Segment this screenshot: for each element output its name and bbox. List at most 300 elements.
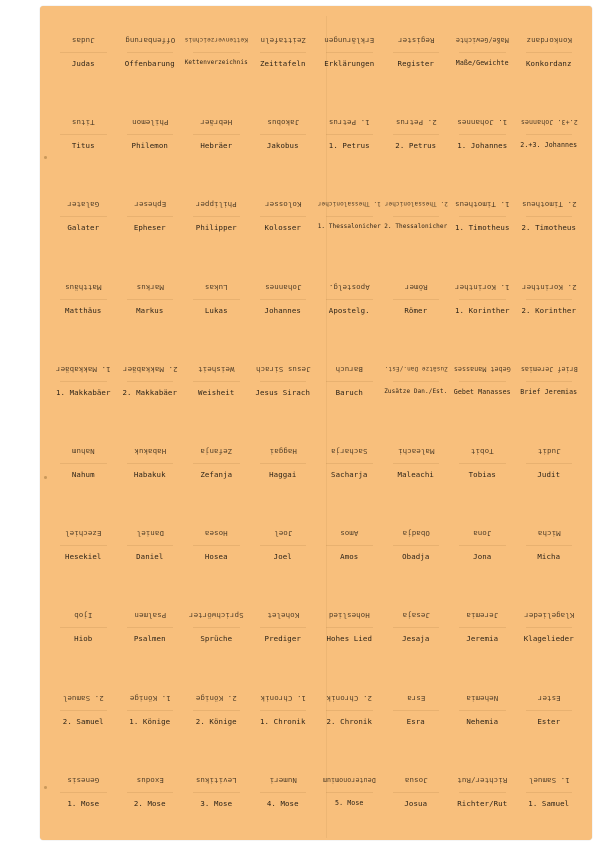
book-tab (183, 674, 250, 756)
book-tab (516, 180, 583, 262)
book-tab (383, 427, 450, 509)
book-tab-label-inverted: 1. Petrus (328, 118, 370, 128)
book-tab (316, 591, 383, 673)
book-tab-label: 3. Mose (200, 798, 233, 808)
fold-line (459, 792, 506, 793)
book-tab-label-inverted: 2. Makkabäer (122, 364, 178, 374)
book-tab (250, 16, 317, 98)
book-tab-label-inverted: Philemon (131, 118, 168, 128)
fold-line (459, 134, 506, 135)
book-tab-label-inverted: Jesus Sirach (255, 364, 311, 374)
book-tab-label: Kettenverzeichnis (184, 59, 248, 66)
book-tab (516, 263, 583, 345)
book-tab-label: Esra (406, 716, 425, 726)
book-tab-label-inverted: 2. Thessalonicher (384, 200, 448, 208)
book-tab-label-inverted: Jeremia (466, 611, 499, 621)
fold-line (326, 710, 373, 711)
book-tab (449, 509, 516, 591)
punch-dot (44, 476, 47, 479)
fold-line (193, 792, 240, 793)
book-tab (516, 509, 583, 591)
book-tab-label-inverted: 2. Korinther (521, 282, 577, 292)
book-tab-label-inverted: Epheser (133, 200, 166, 210)
book-tab (449, 16, 516, 98)
book-tab-label-inverted: Genesis (67, 775, 100, 785)
book-tab-label-inverted: Weisheit (198, 364, 235, 374)
book-tab-label-inverted: 2. Chronik (326, 693, 372, 703)
book-tab-label: Micha (537, 552, 561, 562)
label-row (50, 263, 582, 345)
book-tab-label: Offenbarung (124, 59, 175, 68)
book-tab-label: 1. Timotheus (454, 223, 510, 233)
fold-line (127, 299, 174, 300)
book-tab-label: Josua (404, 798, 428, 808)
fold-line (393, 627, 440, 628)
book-tab-label-inverted: 2.+3. Johannes (520, 118, 578, 127)
book-tab (516, 16, 583, 98)
book-tab (183, 756, 250, 838)
book-tab (183, 263, 250, 345)
fold-line (260, 792, 307, 793)
fold-line (393, 463, 440, 464)
book-tab (117, 98, 184, 180)
book-tab (516, 427, 583, 509)
fold-line (459, 545, 506, 546)
book-tab-label: Ester (537, 716, 561, 726)
book-tab-label: 2. Thessalonicher (384, 223, 448, 231)
fold-line (326, 463, 373, 464)
fold-line (526, 545, 573, 546)
book-tab-label-inverted: Hoheslied (328, 611, 370, 621)
book-tab-label-inverted: Psalmen (133, 611, 166, 621)
book-tab-label-inverted: Ijob (74, 611, 93, 621)
fold-line (127, 216, 174, 217)
book-tab-label-inverted: Ezechiel (65, 529, 102, 539)
book-tab (449, 180, 516, 262)
book-tab-label: Nahum (71, 470, 95, 479)
fold-line (459, 299, 506, 300)
book-tab-label-inverted: 1. Korinther (454, 282, 510, 292)
book-tab (250, 756, 317, 838)
book-tab-label: Sprüche (200, 634, 233, 644)
book-tab-label-inverted: Hosea (204, 529, 228, 539)
book-tab-label-inverted: Kohelet (266, 611, 299, 621)
book-tab-label: 1. Chronik (260, 716, 306, 726)
book-tab-label-inverted: 2. Samuel (62, 693, 104, 703)
book-tab-label: Galater (67, 223, 100, 233)
book-tab-label-inverted: 1. Chronik (260, 693, 306, 703)
book-tab (383, 756, 450, 838)
label-row (50, 756, 582, 838)
label-row (50, 345, 582, 427)
fold-line (60, 545, 107, 546)
book-tab (50, 756, 117, 838)
book-tab-label-inverted: Richter/Rut (457, 775, 508, 785)
book-tab-label-inverted: 2. Timotheus (521, 200, 577, 210)
book-tab-label-inverted: Hebräer (200, 118, 233, 128)
book-tab (316, 98, 383, 180)
book-tab-label: 1. Samuel (528, 798, 570, 808)
book-tab-label: 2. Korinther (521, 305, 577, 315)
fold-line (459, 463, 506, 464)
fold-line (60, 134, 107, 135)
book-tab-label-inverted: Jona (473, 529, 492, 539)
fold-line (459, 710, 506, 711)
book-tab (183, 345, 250, 427)
book-tab-label: Jeremia (466, 634, 499, 644)
book-tab-label: Philemon (131, 141, 168, 151)
book-tab-label-inverted: Zeittafeln (260, 36, 306, 45)
book-tab-label-inverted: Maleachi (397, 447, 434, 456)
fold-line (193, 216, 240, 217)
book-tab-label: Richter/Rut (457, 798, 508, 808)
fold-line (459, 381, 506, 382)
book-tab-label: Titus (71, 141, 95, 151)
book-tab-label-inverted: 2. Könige (195, 693, 237, 703)
book-tab-label-inverted: 2. Petrus (395, 118, 437, 128)
book-tab-label-inverted: Philipper (195, 200, 237, 210)
book-tab-label: Johannes (264, 305, 301, 315)
fold-line (526, 381, 573, 382)
book-tab-label-inverted: Numeri (269, 775, 297, 785)
fold-line (260, 216, 307, 217)
fold-line (60, 627, 107, 628)
fold-line (459, 627, 506, 628)
book-tab-label: Judit (537, 470, 561, 479)
book-tab-label: Klagelieder (523, 634, 574, 644)
book-tab-label-inverted: Jakobus (266, 118, 299, 128)
book-tab (183, 427, 250, 509)
book-tab (183, 509, 250, 591)
label-row (50, 427, 582, 509)
fold-line (127, 463, 174, 464)
book-tab-label: Jakobus (266, 141, 299, 151)
book-tab-label: Zusätze Dan./Est. (384, 387, 448, 395)
book-tab-label: Maße/Gewichte (455, 59, 509, 67)
fold-line (326, 299, 373, 300)
book-tab (250, 509, 317, 591)
book-tab-label-inverted: Micha (537, 529, 561, 539)
label-row (50, 98, 582, 180)
book-tab-label-inverted: 1. Samuel (528, 775, 570, 785)
book-tab-label: Hosea (204, 552, 228, 562)
fold-line (326, 545, 373, 546)
fold-line (60, 710, 107, 711)
book-tab (449, 591, 516, 673)
book-tab-label-inverted: Galater (67, 200, 100, 210)
book-tab-label: 5. Mose (335, 798, 364, 807)
book-tab-label: Konkordanz (526, 59, 572, 68)
book-tab-label-inverted: 1. Johannes (457, 118, 508, 128)
book-tab (183, 98, 250, 180)
book-tab (383, 509, 450, 591)
book-tab-label: 1. Thessalonicher (317, 223, 381, 231)
fold-line (526, 52, 573, 53)
book-tab (316, 263, 383, 345)
fold-line (526, 627, 573, 628)
book-tab-label: Philipper (195, 223, 237, 233)
book-tab-label-inverted: Erklärungen (324, 36, 375, 45)
fold-line (326, 134, 373, 135)
book-tab-label-inverted: Zefanja (200, 447, 233, 456)
book-tab-label: Prediger (264, 634, 301, 644)
book-tab-label: 2. Makkabäer (122, 387, 178, 397)
book-tab (449, 427, 516, 509)
book-tab-label: 1. Korinther (454, 305, 510, 315)
book-tab (117, 263, 184, 345)
book-tab (316, 674, 383, 756)
fold-line (526, 134, 573, 135)
fold-line (60, 299, 107, 300)
fold-line (60, 381, 107, 382)
book-tab (449, 674, 516, 756)
book-tab-label: 2. Mose (133, 798, 166, 808)
book-tab-label-inverted: Nehemia (466, 693, 499, 703)
book-tab-label-inverted: 1. Könige (129, 693, 171, 703)
book-tab-label: 4. Mose (266, 798, 299, 808)
book-tab (117, 756, 184, 838)
book-tab-label: Weisheit (198, 387, 235, 397)
book-tab-label: Judas (71, 59, 95, 68)
book-tab-label: 1. Könige (129, 716, 171, 726)
book-tab (316, 345, 383, 427)
book-tab-label-inverted: Brief Jeremias (520, 364, 578, 373)
book-tab-label-inverted: Maße/Gewichte (455, 36, 509, 44)
book-tab (250, 98, 317, 180)
book-tab-label: 2. Petrus (395, 141, 437, 151)
book-tab (50, 674, 117, 756)
book-tab-label: Psalmen (133, 634, 166, 644)
book-tab (316, 16, 383, 98)
fold-line (193, 134, 240, 135)
fold-line (127, 134, 174, 135)
book-tab-label-inverted: 1. Timotheus (454, 200, 510, 210)
book-tab-label-inverted: Jesaja (402, 611, 430, 621)
book-tab-label: Zeittafeln (260, 59, 306, 68)
book-tab (250, 345, 317, 427)
book-tab (516, 591, 583, 673)
book-tab (183, 591, 250, 673)
book-tab (117, 509, 184, 591)
fold-line (526, 463, 573, 464)
fold-line (393, 710, 440, 711)
book-tab-label: Hiob (74, 634, 93, 644)
book-tab-label: Gebet Manasses (453, 387, 511, 396)
book-tab-label-inverted: Amos (340, 529, 359, 539)
book-tab-label: Joel (273, 552, 292, 562)
book-tab (449, 263, 516, 345)
book-tab-label: Jesaja (402, 634, 430, 644)
book-tab (449, 98, 516, 180)
fold-line (393, 792, 440, 793)
fold-line (260, 52, 307, 53)
fold-line (326, 52, 373, 53)
fold-line (193, 463, 240, 464)
book-tab-label: Obadja (402, 552, 430, 562)
book-tab-label: 2. Könige (195, 716, 237, 726)
book-tab (250, 427, 317, 509)
fold-line (459, 216, 506, 217)
book-tab-label: Habakuk (133, 470, 166, 479)
book-tab-label-inverted: Römer (404, 282, 428, 292)
book-tab-label: Lukas (204, 305, 228, 315)
book-tab-label-inverted: Markus (136, 282, 164, 292)
book-tab (250, 180, 317, 262)
book-tab-label: Nehemia (466, 716, 499, 726)
book-tab-label: Sacharja (331, 470, 368, 479)
book-tab-label-inverted: Johannes (264, 282, 301, 292)
book-tab-label-inverted: Offenbarung (124, 36, 175, 45)
fold-line (393, 52, 440, 53)
fold-line (127, 52, 174, 53)
book-tab (449, 345, 516, 427)
book-tab-label: Matthäus (65, 305, 102, 315)
fold-line (260, 710, 307, 711)
book-tab (516, 674, 583, 756)
book-tab-label-inverted: Kettenverzeichnis (184, 36, 248, 43)
book-tab (50, 509, 117, 591)
book-tab-label-inverted: 1. Makkabäer (55, 364, 111, 374)
book-tab-label-inverted: Deuteronomium (322, 775, 376, 784)
book-tab-label: 1. Makkabäer (55, 387, 111, 397)
label-row (50, 591, 582, 673)
book-tab (50, 263, 117, 345)
book-tab-label: Hohes Lied (326, 634, 372, 644)
fold-line (127, 710, 174, 711)
fold-line (260, 299, 307, 300)
book-tab-label: 2.+3. Johannes (520, 141, 578, 150)
book-tab (383, 16, 450, 98)
label-row (50, 180, 582, 262)
book-tab-label-inverted: Sprichwörter (188, 611, 244, 621)
fold-line (60, 52, 107, 53)
book-tab-label: Jona (473, 552, 492, 562)
fold-line (526, 216, 573, 217)
fold-line (127, 792, 174, 793)
fold-line (393, 216, 440, 217)
book-tab-label: 1. Mose (67, 798, 100, 808)
fold-line (393, 381, 440, 382)
book-tab-label: Daniel (136, 552, 164, 562)
book-tab (516, 345, 583, 427)
fold-line (526, 710, 573, 711)
fold-line (60, 792, 107, 793)
book-tab-label: Apostelg. (328, 305, 370, 315)
book-tab-label: Epheser (133, 223, 166, 233)
book-tab-label-inverted: Judas (71, 36, 95, 45)
fold-line (60, 463, 107, 464)
fold-line (326, 216, 373, 217)
book-tab-label-inverted: Nahum (71, 447, 95, 456)
book-tab-label-inverted: Haggai (269, 447, 297, 456)
book-tab-label-inverted: Gebet Manasses (453, 364, 511, 373)
book-tab-label: Haggai (269, 470, 297, 479)
book-tab (50, 98, 117, 180)
book-tab-label-inverted: Apostelg. (328, 282, 370, 292)
fold-line (260, 627, 307, 628)
book-tab-label-inverted: Konkordanz (526, 36, 572, 45)
fold-line (127, 627, 174, 628)
book-tab-label: 2. Chronik (326, 716, 372, 726)
fold-line (260, 134, 307, 135)
book-tab (516, 98, 583, 180)
fold-line (326, 627, 373, 628)
book-tab (383, 263, 450, 345)
book-tab (117, 427, 184, 509)
book-tab (50, 16, 117, 98)
book-tab-label-inverted: Esra (406, 693, 425, 703)
book-tab-label: Erklärungen (324, 59, 375, 68)
book-tab-label-inverted: Joel (273, 529, 292, 539)
book-tab (183, 16, 250, 98)
book-tab-label-inverted: Levitikus (195, 775, 237, 785)
book-tab-label-inverted: Habakuk (133, 447, 166, 456)
book-tab-label: Maleachi (397, 470, 434, 479)
book-tab-label-inverted: Exodus (136, 775, 164, 785)
book-tab (250, 674, 317, 756)
book-tab (117, 591, 184, 673)
book-tab-label: Baruch (335, 387, 363, 397)
fold-line (526, 792, 573, 793)
fold-line (193, 710, 240, 711)
punch-dot (44, 786, 47, 789)
fold-line (393, 299, 440, 300)
book-tab (50, 427, 117, 509)
fold-line (193, 299, 240, 300)
book-tab (316, 509, 383, 591)
book-tab-label: Zefanja (200, 470, 233, 479)
book-tab-label-inverted: 1. Thessalonicher (317, 200, 381, 208)
book-tab-label-inverted: Register (397, 36, 434, 45)
book-tab-label: 1. Johannes (457, 141, 508, 151)
book-tab-label-inverted: Ester (537, 693, 561, 703)
book-tab-label-inverted: Daniel (136, 529, 164, 539)
book-tab (117, 180, 184, 262)
book-tab (250, 263, 317, 345)
book-tab-label: Hesekiel (65, 552, 102, 562)
fold-line (193, 52, 240, 53)
book-tab (117, 16, 184, 98)
fold-line (393, 134, 440, 135)
fold-line (326, 792, 373, 793)
book-tab-label-inverted: Josua (404, 775, 428, 785)
book-tab-label: 2. Samuel (62, 716, 104, 726)
fold-line (326, 381, 373, 382)
fold-line (260, 545, 307, 546)
book-tab (316, 427, 383, 509)
fold-line (127, 545, 174, 546)
fold-line (193, 381, 240, 382)
book-tab-label: Hebräer (200, 141, 233, 151)
fold-line (193, 627, 240, 628)
book-tab-label-inverted: Tobit (470, 447, 494, 456)
book-tab-label-inverted: Zusätze Dan./Est. (384, 364, 448, 372)
label-row (50, 509, 582, 591)
book-tab (50, 591, 117, 673)
fold-line (393, 545, 440, 546)
book-tab-label: 2. Timotheus (521, 223, 577, 233)
tab-label-sheet (40, 6, 592, 840)
label-grid (50, 16, 582, 838)
fold-line (127, 381, 174, 382)
fold-line (260, 381, 307, 382)
book-tab-label-inverted: Matthäus (65, 282, 102, 292)
book-tab-label-inverted: Sacharja (331, 447, 368, 456)
book-tab (250, 591, 317, 673)
book-tab-label-inverted: Baruch (335, 364, 363, 374)
book-tab (50, 345, 117, 427)
book-tab (383, 591, 450, 673)
